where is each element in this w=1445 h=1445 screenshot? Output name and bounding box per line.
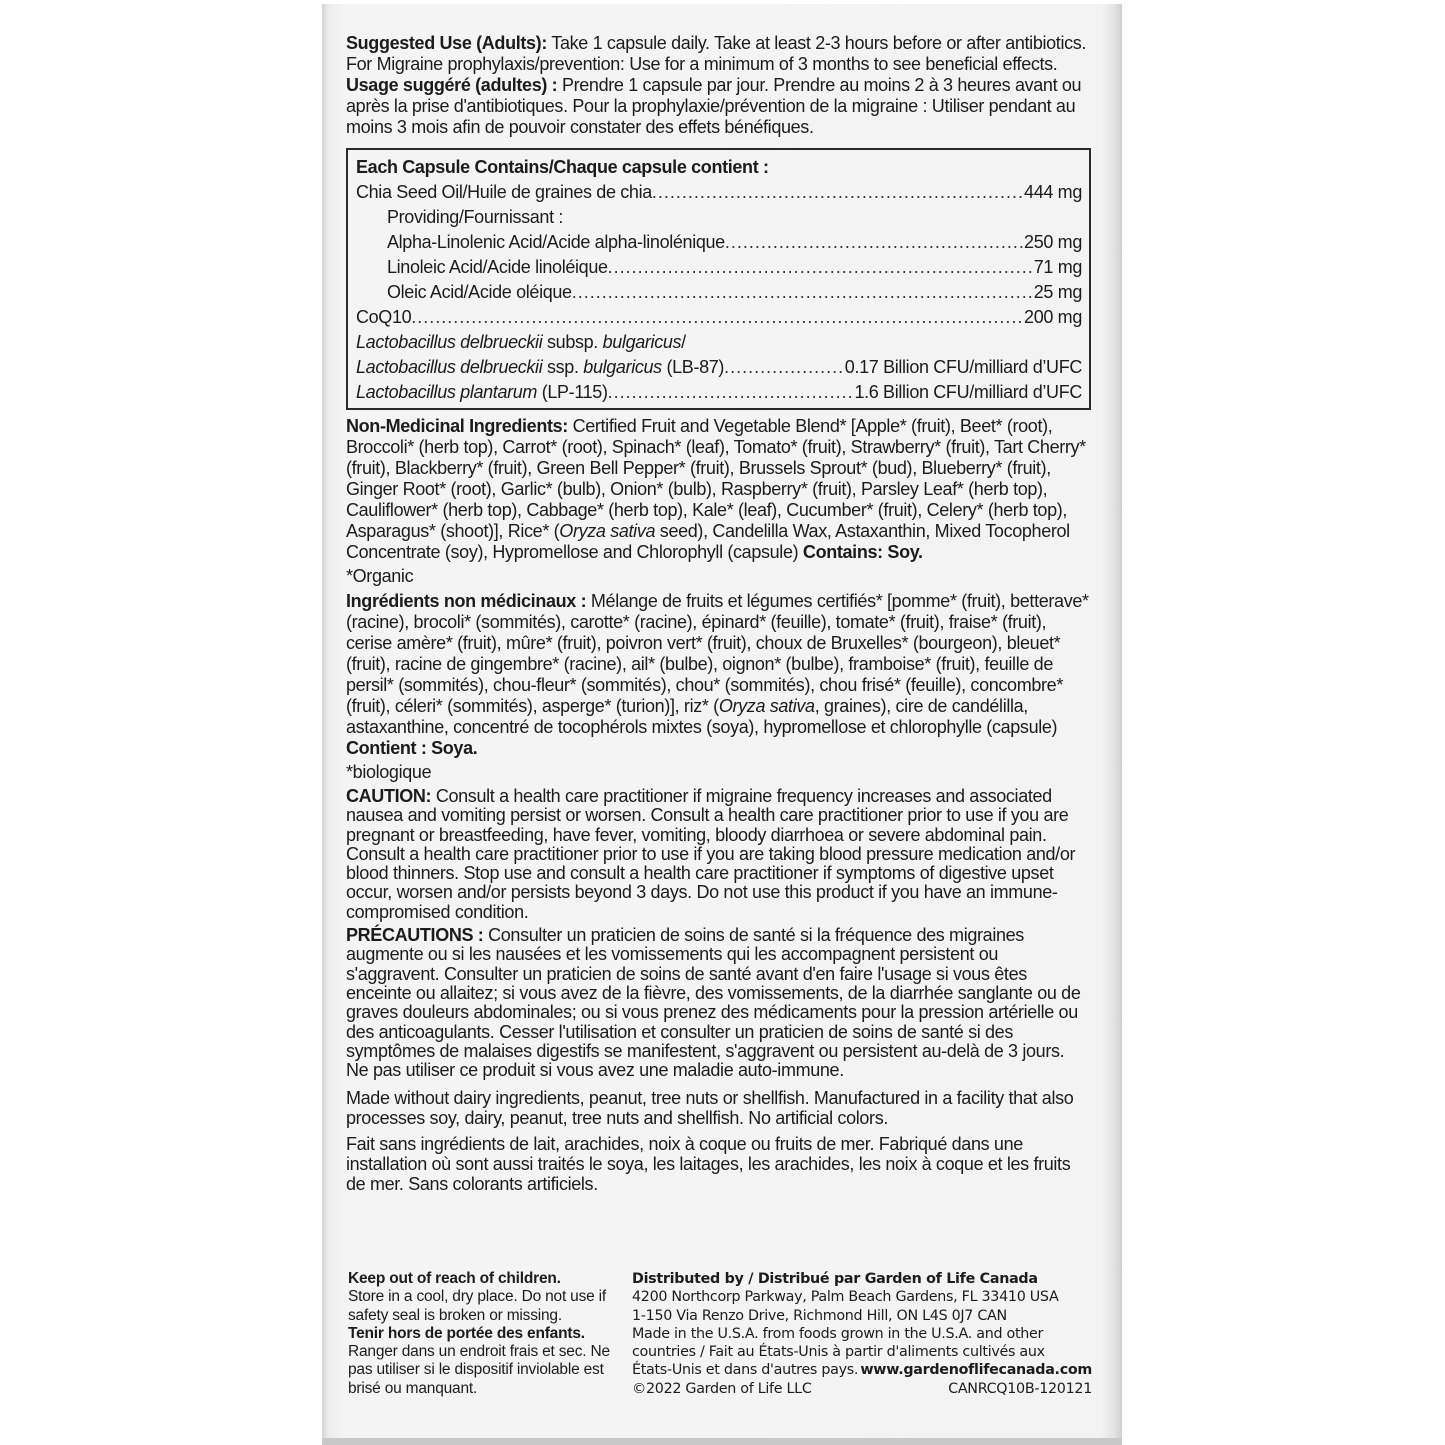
ingredient-name: Lactobacillus plantarum (LP-115) — [356, 382, 608, 402]
ingredient-amount: 200 mg — [1024, 307, 1082, 327]
ingredients-non-medicinaux: Ingrédients non médicinaux : Mélange de fruits et légumes certifiés* [pomme* (fruit), betterave* (racine), brocoli* (sommités), carotte* (racine), épinard* (feuille), tomate* (fruit), fraise* (fruit), cerise amère* (fruit), mûre* (fruit), poivron vert* (fruit), choux de Bruxelles* (bourgeon), bleuet* (fruit), racine de gingembre* (racine), ail* (bulbe), oignon* (bulbe), framboise* (fruit), feuille de persil* (sommités), chou-fleur* (sommités), chou* (sommités), chou frisé* (feuille), concombre* (fruit), céleri* (sommités), asperge* (turion)], riz* (Oryza sativa, graines), cire de candélilla, astaxanthine, concentré de tocophérols mixtes (soya), hypromellose et chlorophylle (capsule) Contient : Soya. — [346, 591, 1089, 758]
ingredient-amount: 71 mg — [1033, 257, 1082, 277]
capsule-heading: Each Capsule Contains/Chaque capsule contient : — [356, 157, 769, 177]
ingredient-name: Lactobacillus delbrueckii ssp. bulgaricus (LB-87) — [356, 357, 725, 377]
panel-shadow — [322, 1438, 1122, 1445]
address-usa: 4200 Northcorp Parkway, Palm Beach Gardens, FL 33410 USA — [632, 1289, 1059, 1306]
ingredient-amount: 25 mg — [1033, 282, 1082, 302]
distributor-info — [632, 1270, 1092, 1398]
tenir-heading: Tenir hors de portée des enfants. — [348, 1324, 585, 1342]
storage-text: Store in a cool, dry place. Do not use if safety seal is broken or missing. — [348, 1288, 607, 1324]
made-in-line-3: États-Unis et dans d'autres pays. www.gardenoflifecanada.com — [632, 1362, 1092, 1379]
ingredient-amount: 0.17 Billion CFU/milliard d’UFC — [844, 357, 1082, 377]
ingredient-row-coq10 — [356, 305, 1082, 330]
capsule-contents-box — [346, 148, 1091, 410]
ingredient-amount: 1.6 Billion CFU/milliard d’UFC — [854, 382, 1082, 402]
ingredient-row-chia — [356, 180, 1082, 205]
ingredient-amount: 444 mg — [1024, 182, 1082, 202]
ingredient-row-lb-line1: Lactobacillus delbrueckii subsp. bulgaricus/ — [356, 332, 686, 352]
ingredient-name: CoQ10 — [356, 307, 412, 327]
ranger-text: Ranger dans un endroit frais et sec. Ne pas utiliser si le dispositif inviolable est brisé ou manquant. — [348, 1343, 610, 1397]
website-link[interactable]: www.gardenoflifecanada.com — [860, 1362, 1092, 1379]
ingredient-name: Oleic Acid/Acide oléique — [387, 282, 572, 302]
ingredient-name: Alpha-Linolenic Acid/Acide alpha-linolénique — [387, 232, 725, 252]
keep-out-heading: Keep out of reach of children. — [348, 1270, 561, 1287]
suggested-use — [346, 33, 1091, 138]
ingredient-row-ala — [356, 230, 1082, 255]
providing-label: Providing/Fournissant : — [387, 207, 564, 227]
copyright-line: ©2022 Garden of Life LLC CANRCQ10B-120121 — [632, 1380, 1092, 1397]
organic-note: *Organic — [346, 566, 414, 586]
usage-suggere-text: Prendre 1 capsule par jour. Prendre au moins 2 à 3 heures avant ou après la prise d'antibiotiques. Pour la prophylaxie/prévention de la migraine : Utiliser pendant au moins 3 mois afin de pouvoir constater des effets bénéfiques. — [346, 75, 1082, 137]
made-in-line-2: countries / Fait au États-Unis à partir d'aliments cultivés aux — [632, 1344, 1045, 1361]
ingredient-row-oa — [356, 280, 1082, 305]
suggested-use-label: Suggested Use (Adults): — [346, 33, 547, 53]
ingredient-name: Linoleic Acid/Acide linoléique — [387, 257, 608, 277]
allergen-statement-en: Made without dairy ingredients, peanut, tree nuts or shellfish. Manufactured in a facility that also processes soy, dairy, peanut, tree nuts and shellfish. No artificial colors. — [346, 1088, 1074, 1129]
product-code: CANRCQ10B-120121 — [948, 1380, 1092, 1397]
storage-info — [348, 1270, 618, 1398]
ingredient-amount: 250 mg — [1024, 232, 1082, 252]
ingredient-row-lp — [356, 380, 1082, 405]
precautions: PRÉCAUTIONS : Consulter un praticien de soins de santé si la fréquence des migraines augmente ou si les nausées et les vomissements qui les accompagnent persistent ou s'aggravent. Consulter un praticien de soins de santé avant d'en faire l'usage si vous êtes enceinte ou allaitez; si vous avez de la fièvre, des vomissements, de la diarrhée sanglante ou de graves douleurs abdominales; ou si vous prenez des médicaments pour la pression artérielle ou des anticoagulants. Cesser l'utilisation et consulter un praticien de soins de santé si des symptômes de malaises digestifs se manifestent, s'aggravent ou persistent au-delà de 3 jours. Ne pas utiliser ce produit si vous avez une maladie auto-immune. — [346, 925, 1081, 1081]
made-in-line-1: Made in the U.S.A. from foods grown in the U.S.A. and other — [632, 1325, 1044, 1342]
biologique-note: *biologique — [346, 762, 432, 782]
ingredient-row-la — [356, 255, 1082, 280]
usage-suggere-label: Usage suggéré (adultes) : — [346, 75, 558, 95]
distributed-by: Distributed by / Distribué par Garden of Life Canada — [632, 1271, 1038, 1287]
caution: CAUTION: Consult a health care practitioner if migraine frequency increases and associated nausea and vomiting persist or worsen. Consult a health care practitioner prior to use if you are pregnant or breastfeeding, have fever, vomiting, bloody diarrhoea or severe abdominal pain. Consult a health care practitioner prior to use if you are taking blood pressure medication and/or blood thinners. Stop use and consult a health care practitioner if symptoms of digestive upset occur, worsen and/or persists beyond 3 days. Do not use this product if you have an immune-compromised condition. — [346, 786, 1076, 922]
address-canada: 1-150 Via Renzo Drive, Richmond Hill, ON L4S 0J7 CAN — [632, 1307, 1007, 1324]
suggested-use-text: Take 1 capsule daily. Take at least 2-3 hours before or after antibiotics. For Migraine prophylaxis/prevention: Use for a minimum of 3 months to see beneficial effects. — [346, 33, 1087, 74]
label-content — [346, 33, 1091, 1194]
ingredient-row-lb — [356, 355, 1082, 380]
non-medicinal-ingredients: Non-Medicinal Ingredients: Certified Fruit and Vegetable Blend* [Apple* (fruit), Beet* (root), Broccoli* (herb top), Carrot* (root), Spinach* (leaf), Tomato* (fruit), Strawberry* (fruit), Tart Cherry* (fruit), Blackberry* (fruit), Green Bell Pepper* (fruit), Brussels Sprout* (bud), Blueberry* (fruit), Ginger Root* (root), Garlic* (bulb), Onion* (bulb), Raspberry* (fruit), Parsley Leaf* (herb top), Cauliflower* (herb top), Cabbage* (herb top), Kale* (leaf), Cucumber* (fruit), Celery* (herb top), Asparagus* (shoot)], Rice* (Oryza sativa seed), Candelilla Wax, Astaxanthin, Mixed Tocopherol Concentrate (soy), Hypromellose and Chlorophyll (capsule) Contains: Soy. — [346, 416, 1086, 562]
allergen-statement-fr: Fait sans ingrédients de lait, arachides, noix à coque ou fruits de mer. Fabriqué dans une installation où sont aussi traités le soya, les laitages, les arachides, les noix à coque et les fruits de mer. Sans colorants artificiels. — [346, 1134, 1071, 1195]
ingredient-name: Chia Seed Oil/Huile de graines de chia — [356, 182, 652, 202]
